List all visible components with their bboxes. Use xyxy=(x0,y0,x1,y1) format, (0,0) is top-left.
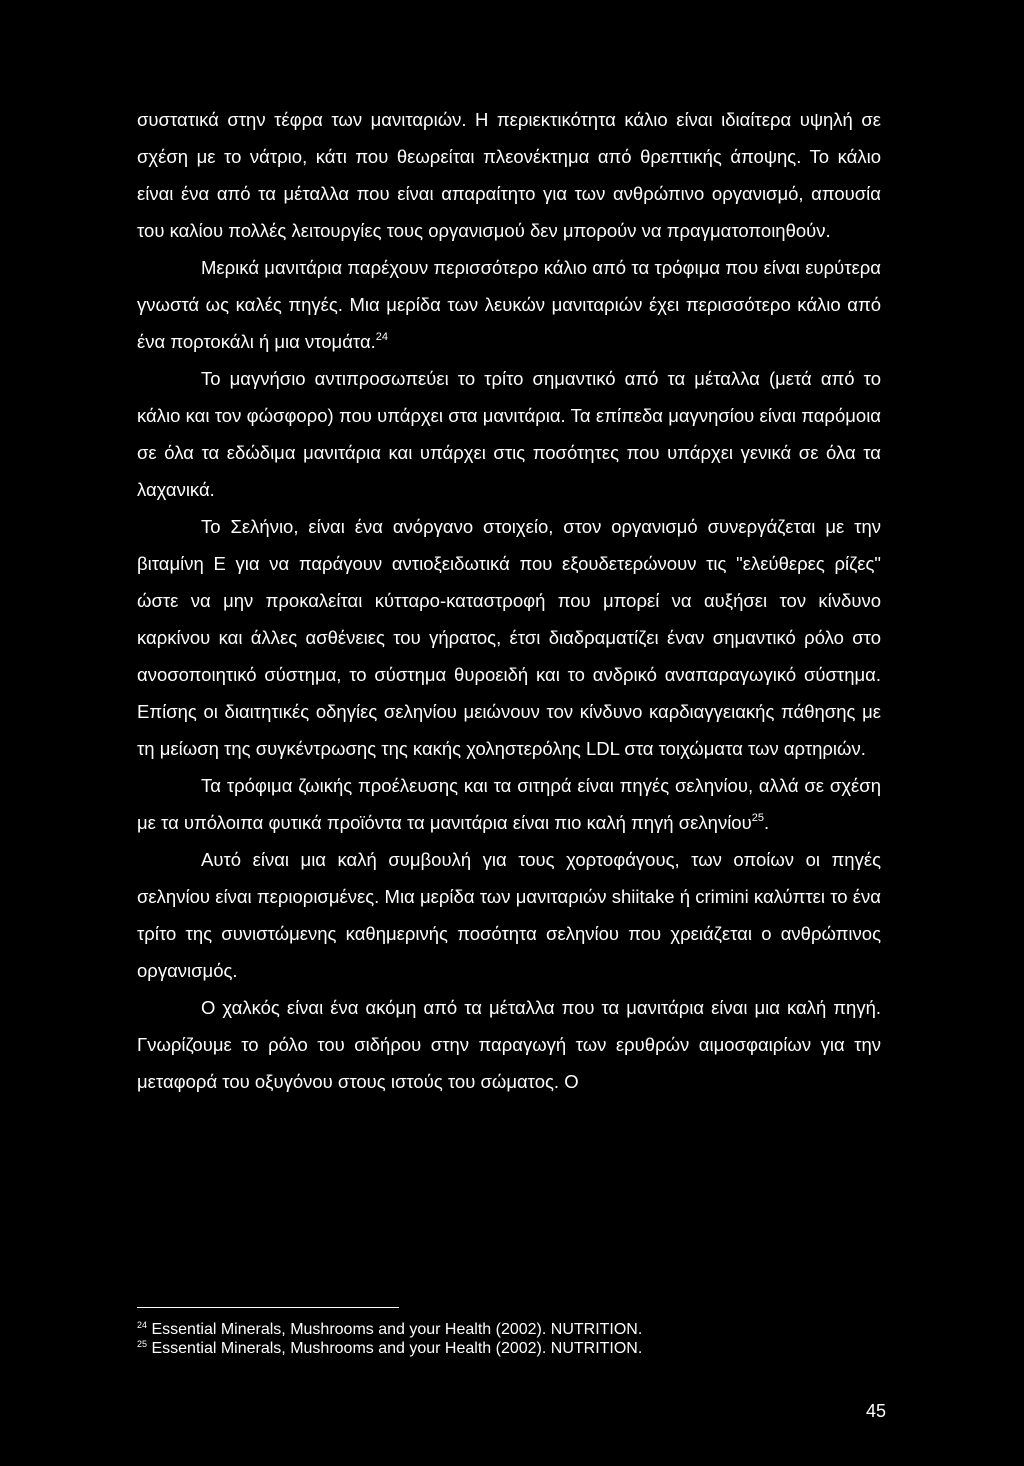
paragraph-magnesium: Το μαγνήσιο αντιπροσωπεύει το τρίτο σημαντικό από τα μέταλλα (μετά από το κάλιο και τον φώσφορο) που υπάρχει στα μανιτάρια. Τα επίπεδα μαγνησίου είναι παρόμοια σε όλα τα εδώδιμα μανιτάρια και υπάρχει στις ποσότητες που υπάρχει γενικά σε όλα τα λαχανικά. xyxy=(137,368,881,500)
footnote-separator xyxy=(137,1307,399,1308)
paragraph-selenium: Το Σελήνιο, είναι ένα ανόργανο στοιχείο, στον οργανισμό συνεργάζεται με την βιταμίνη Ε για να παράγουν αντιοξειδωτικά που εξουδετερώνουν τις "ελεύθερες ρίζες" ώστε να μην προκαλείται κύτταρο-καταστροφή που μπορεί να αυξήσει τον κίνδυνο καρκίνου και άλλες ασθένειες του γήρατος, έτσι διαδραματίζει έναν σημαντικό ρόλο στο ανοσοποιητικό σύστημα, το σύστημα θυροειδή και το ανδρικό αναπαραγωγικό σύστημα. Επίσης οι διαιτητικές οδηγίες σεληνίου μειώνουν τον κίνδυνο καρδιαγγειακής πάθησης με τη μείωση της συγκέντρωσης της κακής χοληστερόλης LDL στα τοιχώματα των αρτηριών. xyxy=(137,516,881,759)
footnote-25 xyxy=(137,1339,881,1358)
paragraph-potassium-intro: συστατικά στην τέφρα των μανιταριών. Η περιεκτικότητα κάλιο είναι ιδιαίτερα υψηλή σε σχέση με το νάτριο, κάτι που θεωρείται πλεονέκτημα από θρεπτικής άποψης. Το κάλιο είναι ένα από τα μέταλλα που είναι απαραίτητο για των ανθρώπινο οργανισμό, απουσία του καλίου πολλές λειτουργίες τους οργανισμού δεν μπορούν να πραγματοποιηθούν. xyxy=(137,109,881,241)
paragraph-vegetarians: Αυτό είναι μια καλή συμβουλή για τους χορτοφάγους, των οποίων οι πηγές σεληνίου είναι περιορισμένες. Μια μερίδα των μανιταριών shiitake ή crimini καλύπτει το ένα τρίτο της συνιστώμενης καθημερινής ποσότητα σεληνίου που χρειάζεται ο ανθρώπινος οργανισμός. xyxy=(137,849,881,981)
footnote-text: Essential Minerals, Mushrooms and your Health (2002). NUTRITION. xyxy=(151,1321,643,1338)
footnote-ref-25: 25 xyxy=(751,812,764,824)
paragraph-selenium-sources: Τα τρόφιμα ζωικής προέλευσης και τα σιτηρά είναι πηγές σεληνίου, αλλά σε σχέση με τα υπόλοιπα φυτικά προϊόντα τα μανιτάρια είναι πιο καλή πηγή σεληνίου$^{25}$. xyxy=(137,775,881,833)
page-number: 45 xyxy=(865,1401,886,1421)
paragraph-copper: Ο χαλκός είναι ένα ακόμη από τα μέταλλα που τα μανιτάρια είναι μια καλή πηγή. Γνωρίζουμε το ρόλο του σιδήρου στην παραγωγή των ερυθρών αιμοσφαιρίων για την μεταφορά του οξυγόνου στους ιστούς του σώματος. Ο xyxy=(137,997,881,1092)
footnote-24 xyxy=(137,1320,881,1339)
footnote-ref-24: 24 xyxy=(375,331,389,343)
footnotes xyxy=(137,1320,881,1358)
footnote-number: 25 xyxy=(137,1339,148,1349)
footnote-text: Essential Minerals, Mushrooms and your Health (2002). NUTRITION. xyxy=(151,1340,643,1357)
body-text xyxy=(137,101,881,1100)
footnote-number: 24 xyxy=(137,1320,148,1330)
paragraph-potassium-sources: Μερικά μανιτάρια παρέχουν περισσότερο κάλιο από τα τρόφιμα που είναι ευρύτερα γνωστά ως καλές πηγές. Μια μερίδα των λευκών μανιταριών έχει περισσότερο κάλιο από ένα πορτοκάλι ή μια ντομάτα.$^{24}$ xyxy=(137,257,881,352)
